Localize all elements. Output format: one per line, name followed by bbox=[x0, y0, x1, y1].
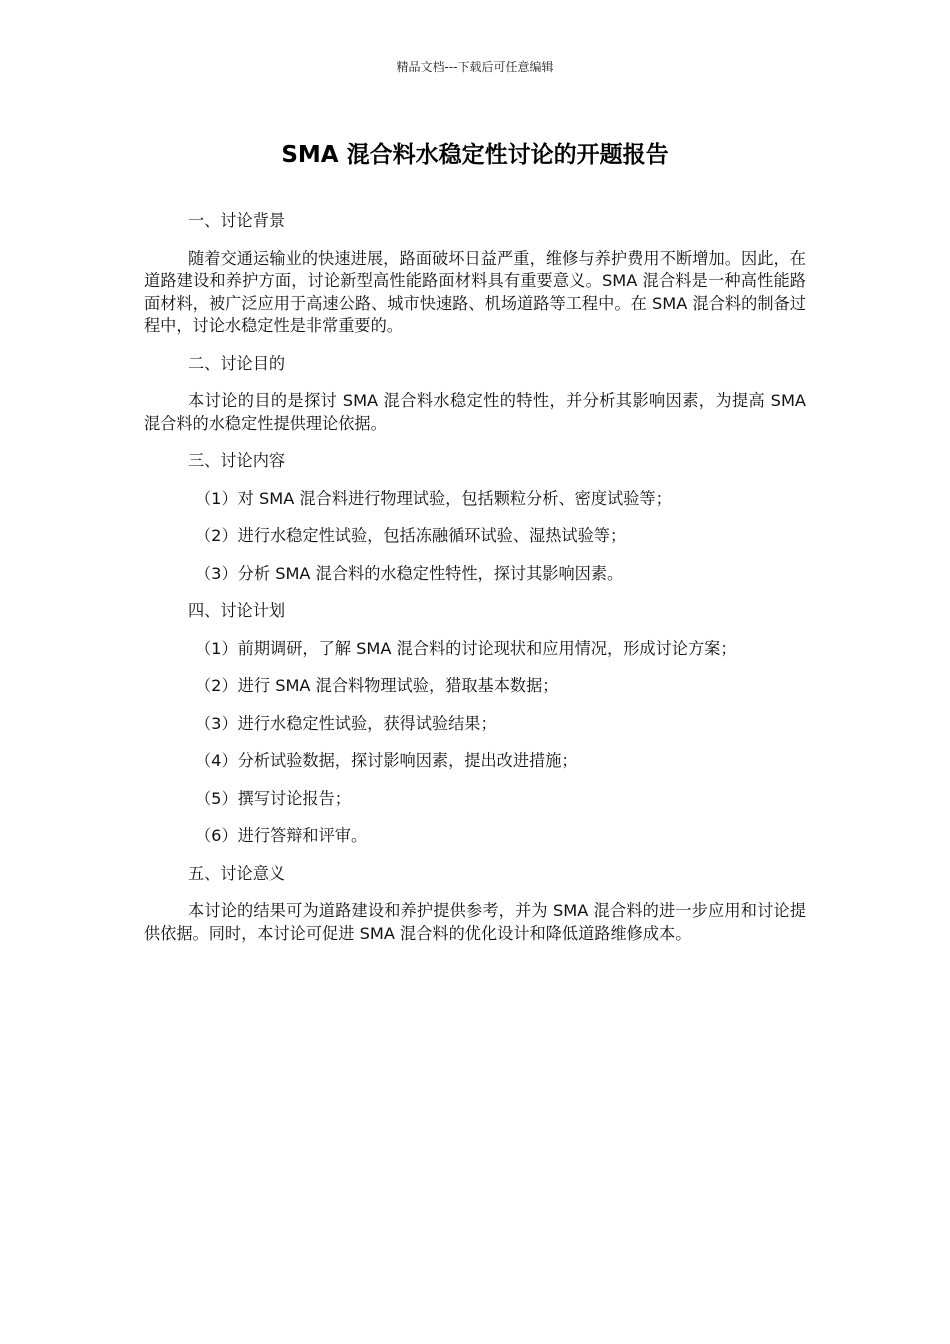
significance-paragraph: 本讨论的结果可为道路建设和养护提供参考，并为 SMA 混合料的进一步应用和讨论提供依据。同时，本讨论可促进 SMA 混合料的优化设计和降低道路维修成本。 bbox=[144, 901, 806, 943]
document-body bbox=[144, 210, 806, 960]
plan-list-item: （6）进行答辩和评审。 bbox=[195, 826, 368, 845]
document-title: SMA 混合料水稳定性讨论的开题报告 bbox=[281, 142, 669, 168]
section-heading-purpose: 二、讨论目的 bbox=[188, 353, 286, 373]
section-heading-content: 三、讨论内容 bbox=[188, 451, 286, 470]
plan-list-item: （4）分析试验数据，探讨影响因素，提出改进措施； bbox=[195, 751, 578, 770]
content-list-item: （2）进行水稳定性试验，包括冻融循环试验、湿热试验等； bbox=[195, 526, 627, 545]
content-list-item: （3）分析 SMA 混合料的水稳定性特性，探讨其影响因素。 bbox=[195, 563, 624, 583]
plan-list-item: （3）进行水稳定性试验，获得试验结果； bbox=[195, 713, 497, 733]
section-heading-background: 一、讨论背景 bbox=[188, 211, 286, 230]
purpose-paragraph: 本讨论的目的是探讨 SMA 混合料水稳定性的特性，并分析其影响因素，为提高 SMA 混合料的水稳定性提供理论依据。 bbox=[144, 391, 806, 433]
section-heading-plan: 四、讨论计划 bbox=[188, 601, 286, 620]
content-list-item: （1）对 SMA 混合料进行物理试验，包括颗粒分析、密度试验等； bbox=[195, 488, 672, 508]
header-note: 精品文档---下载后可任意编辑 bbox=[396, 60, 554, 74]
plan-list-item: （2）进行 SMA 混合料物理试验，猎取基本数据； bbox=[195, 676, 559, 695]
background-paragraph: 随着交通运输业的快速进展，路面破坏日益严重，维修与养护费用不断增加。因此，在道路建设和养护方面，讨论新型高性能路面材料具有重要意义。SMA 混合料是一种高性能路面材料，被广泛应用于高速公路、城市快速路、机场道路等工程中。在 SMA 混合料的制备过程中，讨论水稳定性是非常重要的。 bbox=[144, 248, 806, 335]
plan-list-item: （1）前期调研，了解 SMA 混合料的讨论现状和应用情况，形成讨论方案； bbox=[195, 638, 737, 658]
section-heading-significance: 五、讨论意义 bbox=[188, 863, 286, 883]
plan-list-item: （5）撰写讨论报告； bbox=[195, 788, 351, 808]
